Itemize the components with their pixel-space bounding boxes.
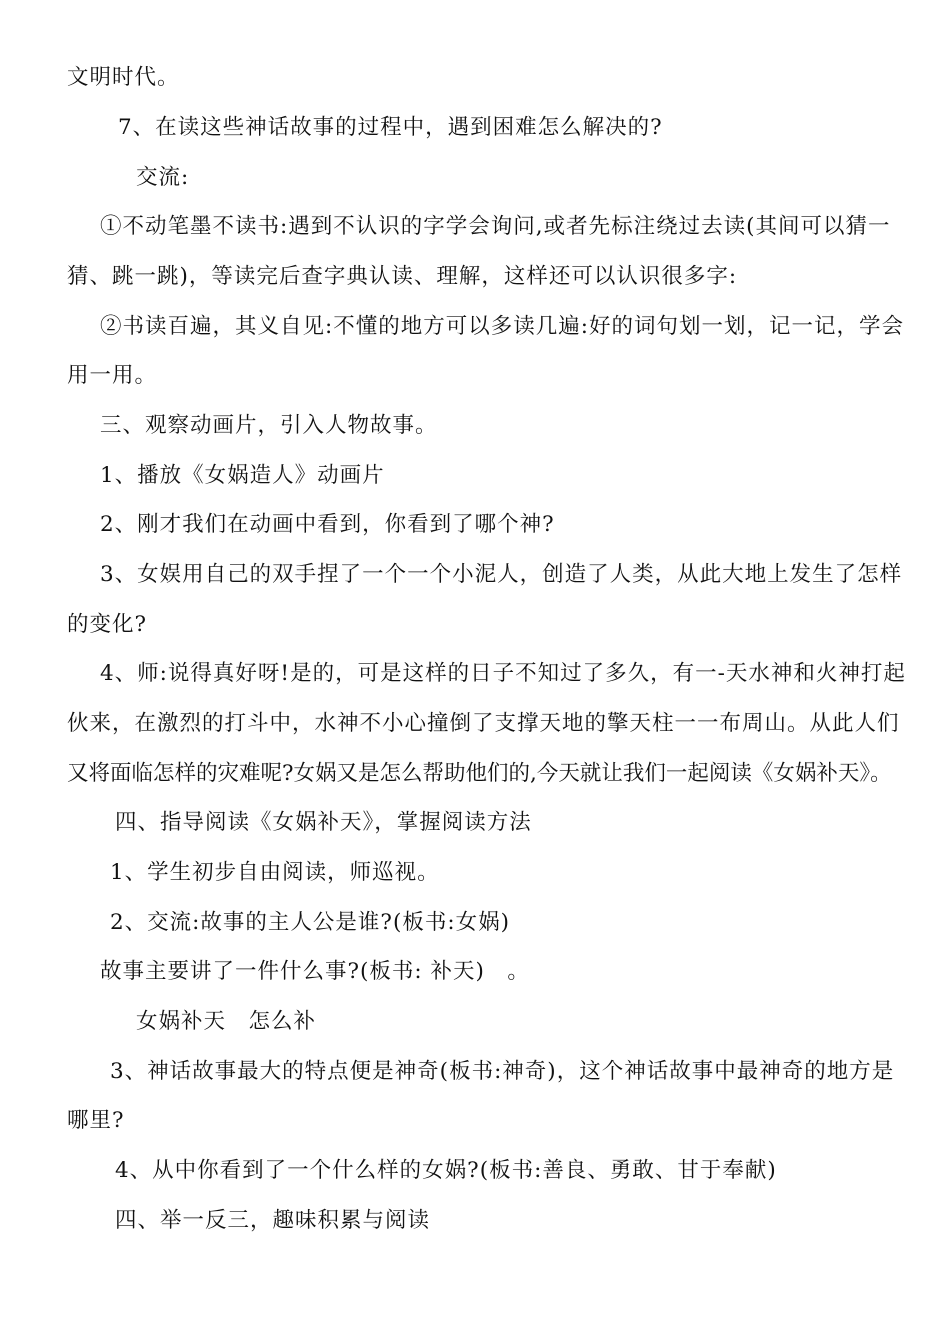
text-line-19: 故事主要讲了一件什么事?(板书: 补天) 。 (100, 959, 530, 984)
text-line-6: ②书读百遍，其义自见:不懂的地方可以多读几遍:好的词句划一划，记一记，学会 (100, 314, 904, 339)
text-line-15: 又将面临怎样的灾难呢?女娲又是怎么帮助他们的,今天就让我们一起阅读《女娲补天》。 (67, 761, 892, 786)
text-line-20: 女娲补天 怎么补 (136, 1009, 317, 1034)
text-line-3: 交流: (136, 165, 190, 190)
text-line-16: 四、指导阅读《女娲补天》，掌握阅读方法 (115, 810, 532, 835)
text-line-13: 4、师:说得真好呀!是的，可是这样的日子不知过了多久，有一-天水神和火神打起 (100, 661, 906, 686)
text-line-21: 3、神话故事最大的特点便是神奇(板书:神奇)，这个神话故事中最神奇的地方是 (110, 1059, 895, 1084)
text-line-12: 的变化? (67, 612, 148, 637)
text-line-24: 四、举一反三，趣味积累与阅读 (115, 1208, 431, 1233)
text-line-17: 1、学生初步自由阅读，师巡视。 (110, 860, 440, 885)
text-line-1: 文明时代。 (67, 65, 180, 90)
text-line-5: 猜、跳一跳)，等读完后查字典认读、理解，这样还可以认识很多字: (67, 264, 738, 289)
text-line-8: 三、观察动画片，引入人物故事。 (100, 413, 438, 438)
text-line-10: 2、刚才我们在动画中看到，你看到了哪个神? (100, 512, 555, 537)
text-line-2: 7、在读这些神话故事的过程中，遇到困难怎么解决的? (118, 115, 663, 140)
text-line-22: 哪里? (67, 1108, 125, 1133)
text-line-7: 用一用。 (67, 363, 158, 388)
text-line-9: 1、播放《女娲造人》动画片 (100, 463, 385, 488)
text-line-4: ①不动笔墨不读书:遇到不认识的字学会询问,或者先标注绕过去读(其间可以猜一 (100, 214, 891, 239)
text-line-11: 3、女娱用自己的双手捏了一个一个小泥人，创造了人类，从此大地上发生了怎样 (100, 562, 903, 587)
text-line-23: 4、从中你看到了一个什么样的女娲?(板书:善良、勇敢、甘于奉献) (115, 1158, 777, 1183)
text-line-14: 伙来，在激烈的打斗中，水神不小心撞倒了支撑天地的擎天柱一一布周山。从此人们 (67, 711, 900, 736)
text-line-18: 2、交流:故事的主人公是谁?(板书:女娲) (110, 910, 510, 935)
